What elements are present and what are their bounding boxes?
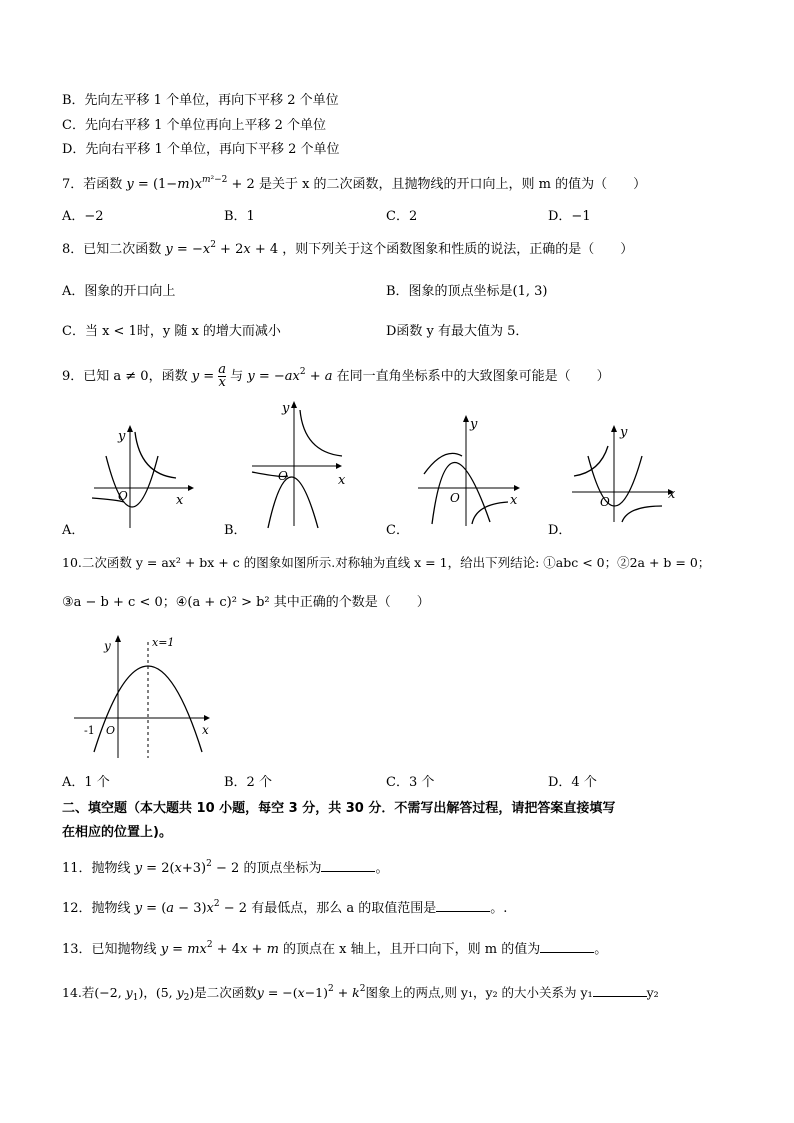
y-label: y bbox=[282, 401, 290, 416]
section-2-heading-line2: 在相应的位置上)。 bbox=[62, 825, 172, 840]
q9-label-b: B． bbox=[224, 523, 247, 538]
q6-option-d: D．先向右平移 1 个单位，再向下平移 2 个单位 bbox=[62, 142, 340, 157]
origin-label: O bbox=[118, 489, 128, 503]
q10-choice-b: B．2 个 bbox=[224, 775, 272, 790]
y-axis-arrow bbox=[611, 425, 617, 432]
q6-option-b: B．先向左平移 1 个单位，再向下平移 2 个单位 bbox=[62, 93, 339, 108]
q8-choice-d: D函数 y 有最大值为 5． bbox=[386, 324, 529, 339]
y-label: y bbox=[118, 429, 126, 444]
q7-choice-b: B．1 bbox=[224, 209, 255, 224]
q14-formula: $y = -(x-1)^2 + k^2$ bbox=[256, 984, 366, 1000]
q13-formula: $y = mx^2 + 4x + m$ bbox=[160, 940, 279, 957]
origin-label: O bbox=[278, 469, 288, 483]
q11-answer-blank[interactable] bbox=[321, 859, 375, 872]
parabola bbox=[432, 462, 490, 524]
q14-stem: 14.若(−2, $y_1$)，(5, $y_2$)是二次函数$y = -(x-1)^2 + k^2$图象上的两点,则 y₁，y₂ 的大小关系为 y₁ y₂ bbox=[62, 984, 659, 1003]
q10-choice-d: D．4 个 bbox=[548, 775, 597, 790]
q12-formula: $y = (a - 3)x^2 - 2$ bbox=[134, 899, 248, 916]
q11-formula: $y = 2(x+3)^2 - 2$ bbox=[134, 859, 240, 876]
y-label: y bbox=[620, 425, 628, 440]
q9-label-a: A． bbox=[62, 523, 85, 538]
y-axis-arrow bbox=[127, 425, 133, 432]
x-label: x bbox=[668, 487, 676, 502]
q9-stem: 9．已知 a ≠ 0，函数 $y = \frac{a}{x}$ 与 $y = -ax^2 + a$ 在同一直角坐标系中的大致图象可能是（ ） bbox=[62, 362, 610, 390]
hyperbola-branch-1 bbox=[424, 453, 462, 474]
y-label: y bbox=[470, 417, 478, 432]
x-label: x bbox=[338, 473, 346, 488]
origin-label: O bbox=[106, 724, 116, 737]
hyperbola-branch-2 bbox=[622, 506, 662, 522]
neg-one-label: -1 bbox=[84, 724, 95, 737]
origin-label: O bbox=[450, 491, 460, 505]
x-axis-arrow bbox=[336, 463, 342, 469]
q9-graph-b bbox=[248, 396, 358, 532]
q10-choice-a: A．1 个 bbox=[62, 775, 110, 790]
q12-answer-blank[interactable] bbox=[436, 899, 490, 912]
q8-choice-b: B．图象的顶点坐标是(1, 3) bbox=[386, 284, 548, 299]
q10-graph bbox=[70, 634, 220, 764]
parabola bbox=[588, 456, 642, 506]
q9-graph-a bbox=[88, 418, 198, 530]
hyperbola-branch-1 bbox=[574, 446, 608, 476]
x-axis-arrow bbox=[204, 715, 210, 721]
q13-stem: 13．已知抛物线 $y = mx^2 + 4x + m$ 的顶点在 x 轴上，且开口向下，则 m 的值为 。 bbox=[62, 940, 608, 957]
q14-answer-blank[interactable] bbox=[593, 984, 647, 997]
parabola bbox=[268, 477, 318, 528]
q8-choice-a: A．图象的开口向上 bbox=[62, 284, 176, 299]
y-axis-arrow bbox=[291, 401, 297, 408]
q7-stem: 7．若函数 $y = (1-m)x^{m^2-2} + 2$ 是关于 x 的二次函数，且抛物线的开口向上，则 m 的值为（ ） bbox=[62, 175, 647, 192]
q9-graph-d bbox=[570, 422, 682, 526]
q9-formula-1: $y = \frac{a}{x}$ bbox=[191, 362, 227, 390]
q9-label-d: D． bbox=[548, 523, 572, 538]
q7-choice-d: D．−1 bbox=[548, 209, 591, 224]
hyperbola-branch-1 bbox=[135, 432, 176, 478]
q6-option-c: C．先向右平移 1 个单位再向上平移 2 个单位 bbox=[62, 118, 327, 133]
x-label: x bbox=[202, 723, 209, 737]
hyperbola-branch-1 bbox=[300, 410, 342, 456]
q10-stem-line1: 10.二次函数 y = ax² + bx + c 的图象如图所示.对称轴为直线 x = 1，给出下列结论: ①abc < 0；②2a + b = 0； bbox=[62, 555, 711, 570]
q7-choice-a: A．−2 bbox=[62, 209, 104, 224]
q9-formula-2: $y = -ax^2 + a$ bbox=[247, 367, 333, 384]
x-axis-arrow bbox=[188, 485, 194, 491]
y-axis-arrow bbox=[115, 635, 121, 642]
parabola bbox=[106, 456, 158, 507]
q13-answer-blank[interactable] bbox=[540, 940, 594, 953]
q8-stem: 8．已知二次函数 $y = -x^2 + 2x + 4$ ，则下列关于这个函数图象和性质的说法，正确的是（ ） bbox=[62, 240, 634, 257]
q7-formula: $y = (1-m)x^{m^2-2} + 2$ bbox=[126, 175, 255, 192]
q8-formula: $y = -x^2 + 2x + 4$ bbox=[165, 240, 279, 257]
symmetry-label: x=1 bbox=[152, 636, 175, 649]
q9-graph-c bbox=[414, 412, 530, 528]
q14-points: (−2, $y_1$)，(5, $y_2$) bbox=[94, 985, 195, 1003]
y-label: y bbox=[104, 639, 111, 653]
q8-choice-c: C．当 x < 1时，y 随 x 的增大而减小 bbox=[62, 324, 281, 339]
q11-stem: 11．抛物线 $y = 2(x+3)^2 - 2$ 的顶点坐标为 。 bbox=[62, 859, 389, 876]
q9-label-c: C． bbox=[386, 523, 409, 538]
y-axis-arrow bbox=[463, 415, 469, 422]
section-2-heading-line1: 二、填空题（本大题共 10 小题，每空 3 分，共 30 分．不需写出解答过程，请把答案直接填写 bbox=[62, 801, 616, 816]
origin-label: O bbox=[600, 495, 610, 509]
x-label: x bbox=[510, 493, 518, 508]
q12-stem: 12．抛物线 $y = (a - 3)x^2 - 2$ 有最低点，那么 a 的取值范围是 。. bbox=[62, 899, 508, 916]
x-axis-arrow bbox=[514, 485, 520, 491]
q7-choice-c: C．2 bbox=[386, 209, 418, 224]
x-label: x bbox=[176, 493, 184, 508]
q10-choice-c: C．3 个 bbox=[386, 775, 435, 790]
q10-stem-line2: ③a − b + c < 0；④(a + c)² > b² 其中正确的个数是（ ） bbox=[62, 595, 430, 610]
